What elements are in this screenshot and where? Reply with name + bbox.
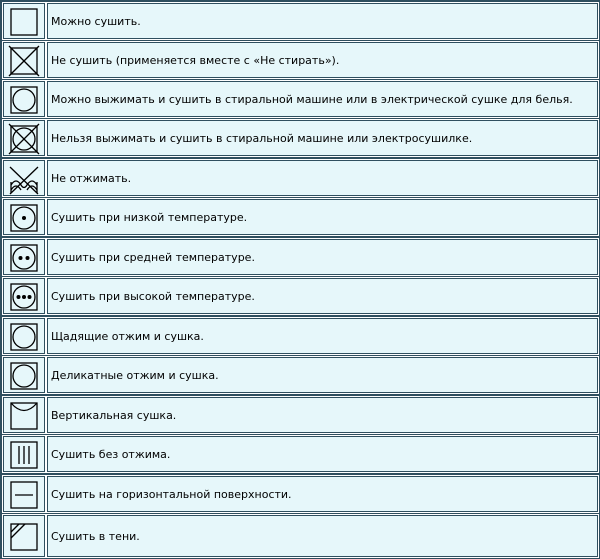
no-dry-icon [8, 45, 40, 77]
tumble-medium-heat-icon [8, 242, 40, 274]
table-row [2, 514, 599, 558]
row-text: Сушить без отжима. [47, 436, 598, 472]
icon-cell [3, 120, 45, 156]
no-tumble-dry-icon [8, 123, 40, 155]
table-row [2, 238, 599, 276]
icon-cell [3, 160, 45, 196]
icon-cell [3, 318, 45, 354]
table-row [2, 2, 599, 40]
tumble-dry-icon [8, 84, 40, 116]
table-row [2, 277, 599, 315]
row-text: Сушить при средней температуре. [47, 239, 598, 275]
table-row [2, 435, 599, 473]
line-dry-icon [8, 400, 40, 432]
delicate-tumble-icon [8, 360, 40, 392]
row-text: Вертикальная сушка. [47, 397, 598, 433]
icon-cell [3, 81, 45, 117]
row-text: Не отжимать. [47, 160, 598, 196]
row-text: Деликатные отжим и сушка. [47, 357, 598, 393]
table-row [2, 119, 599, 157]
no-wring-icon [8, 163, 40, 195]
row-text: Нельзя выжимать и сушить в стиральной машине или электросушилке. [47, 120, 598, 156]
table-row [2, 198, 599, 236]
icon-cell [3, 42, 45, 78]
icon-cell [3, 199, 45, 235]
table-row [2, 475, 599, 513]
table-row [2, 80, 599, 118]
drip-dry-icon [8, 439, 40, 471]
row-text: Сушить при низкой температуре. [47, 199, 598, 235]
icon-cell [3, 476, 45, 512]
tumble-low-heat-icon [8, 202, 40, 234]
table-row [2, 356, 599, 394]
row-text: Сушить при высокой температуре. [47, 278, 598, 314]
dry-in-shade-icon [8, 521, 40, 553]
row-text: Сушить в тени. [47, 515, 598, 557]
dry-flat-icon [8, 479, 40, 511]
table-row [2, 41, 599, 79]
row-text: Не сушить (применяется вместе с «Не стирать»). [47, 42, 598, 78]
row-text: Можно выжимать и сушить в стиральной машине или в электрической сушке для белья. [47, 81, 598, 117]
icon-cell [3, 436, 45, 472]
dry-square-icon [8, 6, 40, 38]
icon-cell [3, 278, 45, 314]
icon-cell [3, 515, 45, 557]
table-row [2, 317, 599, 355]
gentle-tumble-icon [8, 321, 40, 353]
icon-cell [3, 3, 45, 39]
table-row [2, 159, 599, 197]
table-row [2, 396, 599, 434]
icon-cell [3, 397, 45, 433]
row-text: Сушить на горизонтальной поверхности. [47, 476, 598, 512]
icon-cell [3, 239, 45, 275]
row-text: Щадящие отжим и сушка. [47, 318, 598, 354]
tumble-high-heat-icon [8, 281, 40, 313]
icon-cell [3, 357, 45, 393]
row-text: Можно сушить. [47, 3, 598, 39]
